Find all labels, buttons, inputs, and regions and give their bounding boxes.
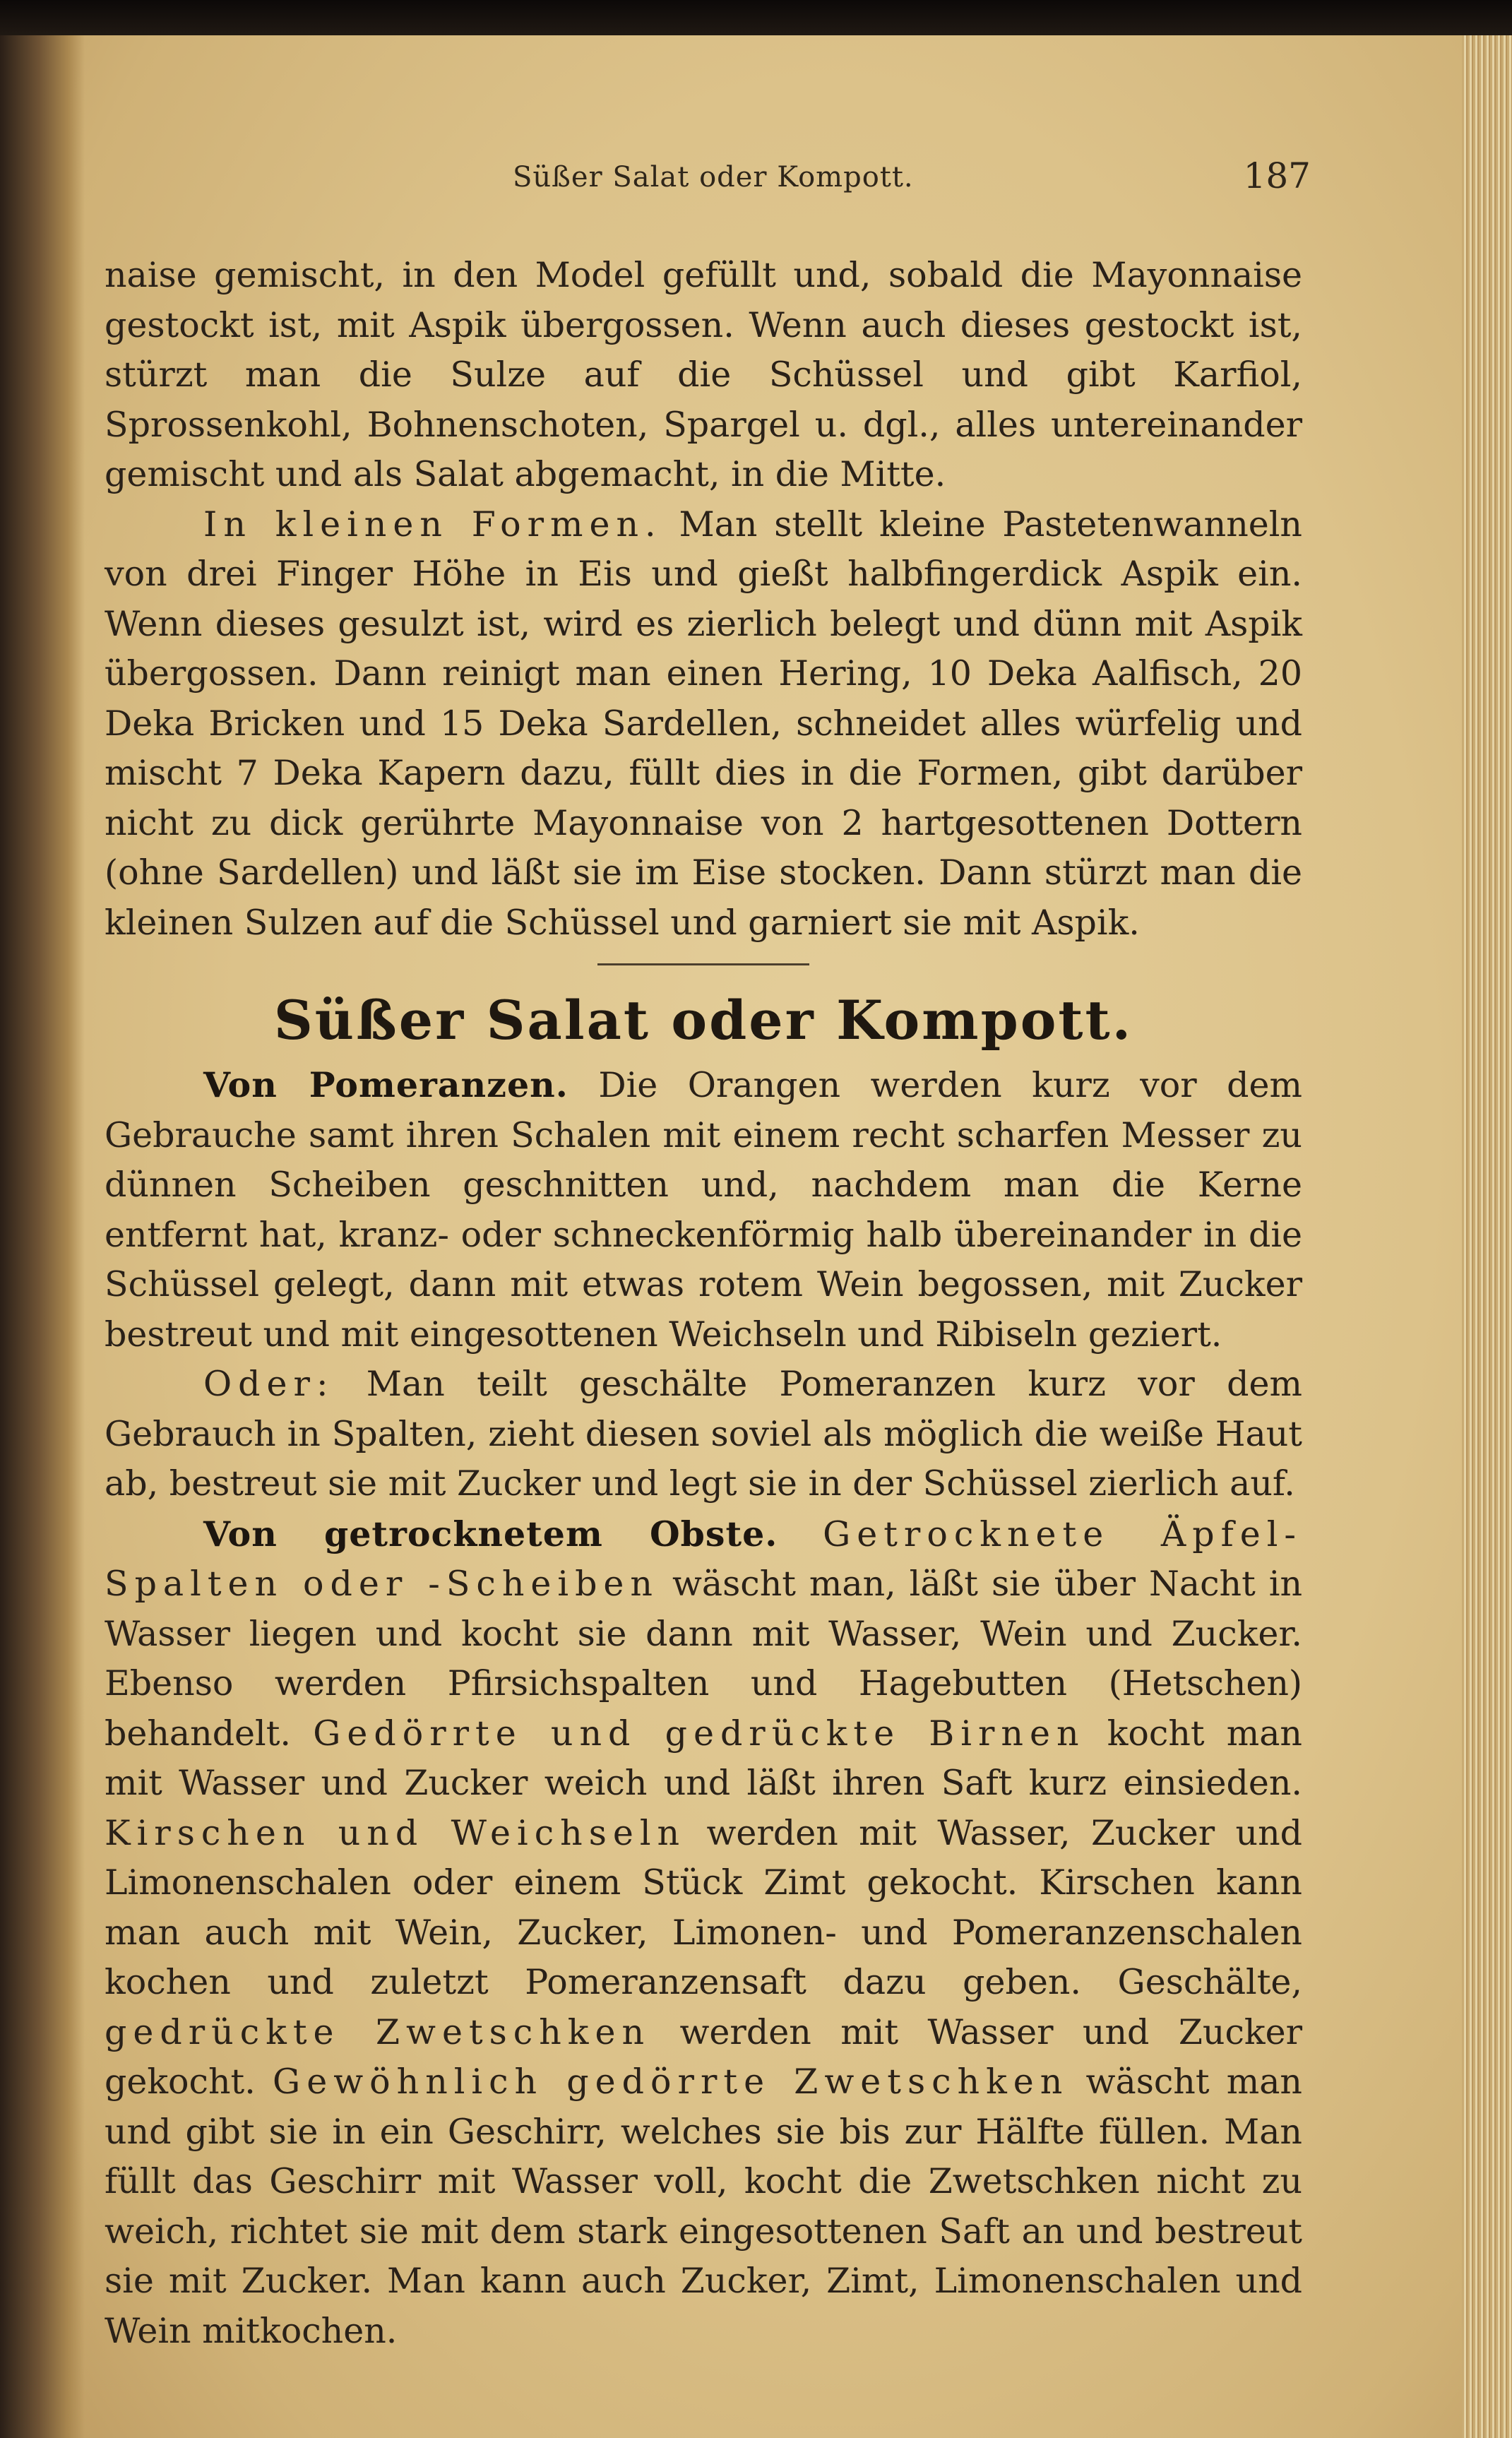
obst-text-1 xyxy=(778,1514,823,1554)
page-header xyxy=(124,155,1311,205)
obst-text-6: wäscht man und gibt sie in ein Geschirr, welches sie bis zur Hälfte füllen. Man füllt das Geschirr mit Wasser voll, kocht die Zwetschken nicht zu weich, richtet sie mit dem stark eingesottenen Saft an und bestreut sie mit Zucker. Man kann auch Zucker, Zimt, Limonenschalen und Wein mitkochen. xyxy=(105,2062,1302,2351)
page-gutter xyxy=(0,35,85,2438)
kleine-formen-lead: In kleinen Formen. xyxy=(203,504,662,545)
page-text xyxy=(105,251,1302,2356)
paragraph-getrocknetes-obst xyxy=(105,1509,1302,2357)
kleine-formen-text: Man stellt kleine Pastetenwanneln von drei Finger Höhe in Eis und gießt halbfingerdick Aspik ein. Wenn dieses gesulzt ist, wird es zierlich belegt und dünn mit Aspik übergossen. Dann reinigt man einen Hering, 10 Deka Aalfisch, 20 Deka Bricken und 15 Deka Sardellen, schneidet alles würfelig und mischt 7 Deka Kapern dazu, füllt dies in die Formen, gibt darüber nicht zu dick gerührte Mayonnaise von 2 hartgesottenen Dottern (ohne Sardellen) und läßt sie im Eise stocken. Dann stürzt man die kleinen Sulzen auf die Schüssel und garniert sie mit Aspik. xyxy=(105,504,1302,943)
running-title: Süßer Salat oder Kompott. xyxy=(513,161,914,194)
paragraph-pomeranzen xyxy=(105,1060,1302,1360)
obst-spaced-1: Getrocknete Äpfel-Spalten oder -Scheiben xyxy=(105,1514,1302,1604)
paragraph-kleine-formen xyxy=(105,500,1302,949)
page-edges xyxy=(1462,35,1512,2438)
section-title: Süßer Salat oder Kompott. xyxy=(273,989,1133,1052)
obst-text-3: kocht man mit Wasser und Zucker weich und läßt ihren Saft kurz einsieden. xyxy=(105,1713,1302,1803)
obst-text-2: wäscht man, läßt sie über Nacht in Wasser liegen und kocht sie dann mit Wasser, Wein und Zucker. Ebenso werden Pfirsichspalten und Hagebutten (Hetschen) behandelt. xyxy=(105,1564,1302,1754)
pomeranzen-heading: Von Pomeranzen. xyxy=(203,1064,569,1105)
obst-spaced-2: Gedörrte und gedrückte Birnen xyxy=(313,1713,1085,1754)
section-divider xyxy=(597,963,809,965)
pomeranzen-text: Die Orangen werden kurz vor dem Gebrauche samt ihren Schalen mit einem recht scharfen Messer zu dünnen Scheiben geschnitten und, nachdem man die Kerne entfernt hat, kranz- oder schneckenförmig halb übereinander in die Schüssel gelegt, dann mit etwas rotem Wein begossen, mit Zucker bestreut und mit eingesottenen Weichseln und Ribiseln geziert. xyxy=(105,1065,1302,1355)
paragraph-mayonnaise-continuation: naise gemischt, in den Model gefüllt und, sobald die Mayonnaise gestockt ist, mit Aspik übergossen. Wenn auch dieses gestockt ist, stürzt man die Sulze auf die Schüssel und gibt Karfiol, Sprossenkohl, Bohnenschoten, Spargel u. dgl., alles untereinander gemischt und als Salat abgemacht, in die Mitte. xyxy=(105,255,1302,494)
obst-spaced-3: Kirschen und Weichseln xyxy=(105,1812,686,1853)
obst-spaced-4: gedrückte Zwetschken xyxy=(105,2011,651,2052)
obst-text-5: werden mit Wasser und Zucker gekocht. xyxy=(105,2011,1302,2102)
page-number: 187 xyxy=(1243,155,1311,196)
obst-spaced-5: Gewöhnlich gedörrte Zwetschken xyxy=(273,2062,1069,2102)
paragraph-oder xyxy=(105,1360,1302,1509)
oder-text: Man teilt geschälte Pomeranzen kurz vor dem Gebrauch in Spalten, zieht diesen soviel als möglich die weiße Haut ab, bestreut sie mit Zucker und legt sie in der Schüssel zierlich auf. xyxy=(105,1364,1302,1504)
obst-heading: Von getrocknetem Obste. xyxy=(203,1513,778,1554)
obst-text-4: werden mit Wasser, Zucker und Limonenschalen oder einem Stück Zimt gekocht. Kirschen kann man auch mit Wein, Zucker, Limonen- und Pomeranzenschalen kochen und zuletzt Pomeranzensaft dazu geben. Geschälte, xyxy=(105,1812,1302,2002)
oder-lead: Oder: xyxy=(203,1364,335,1404)
